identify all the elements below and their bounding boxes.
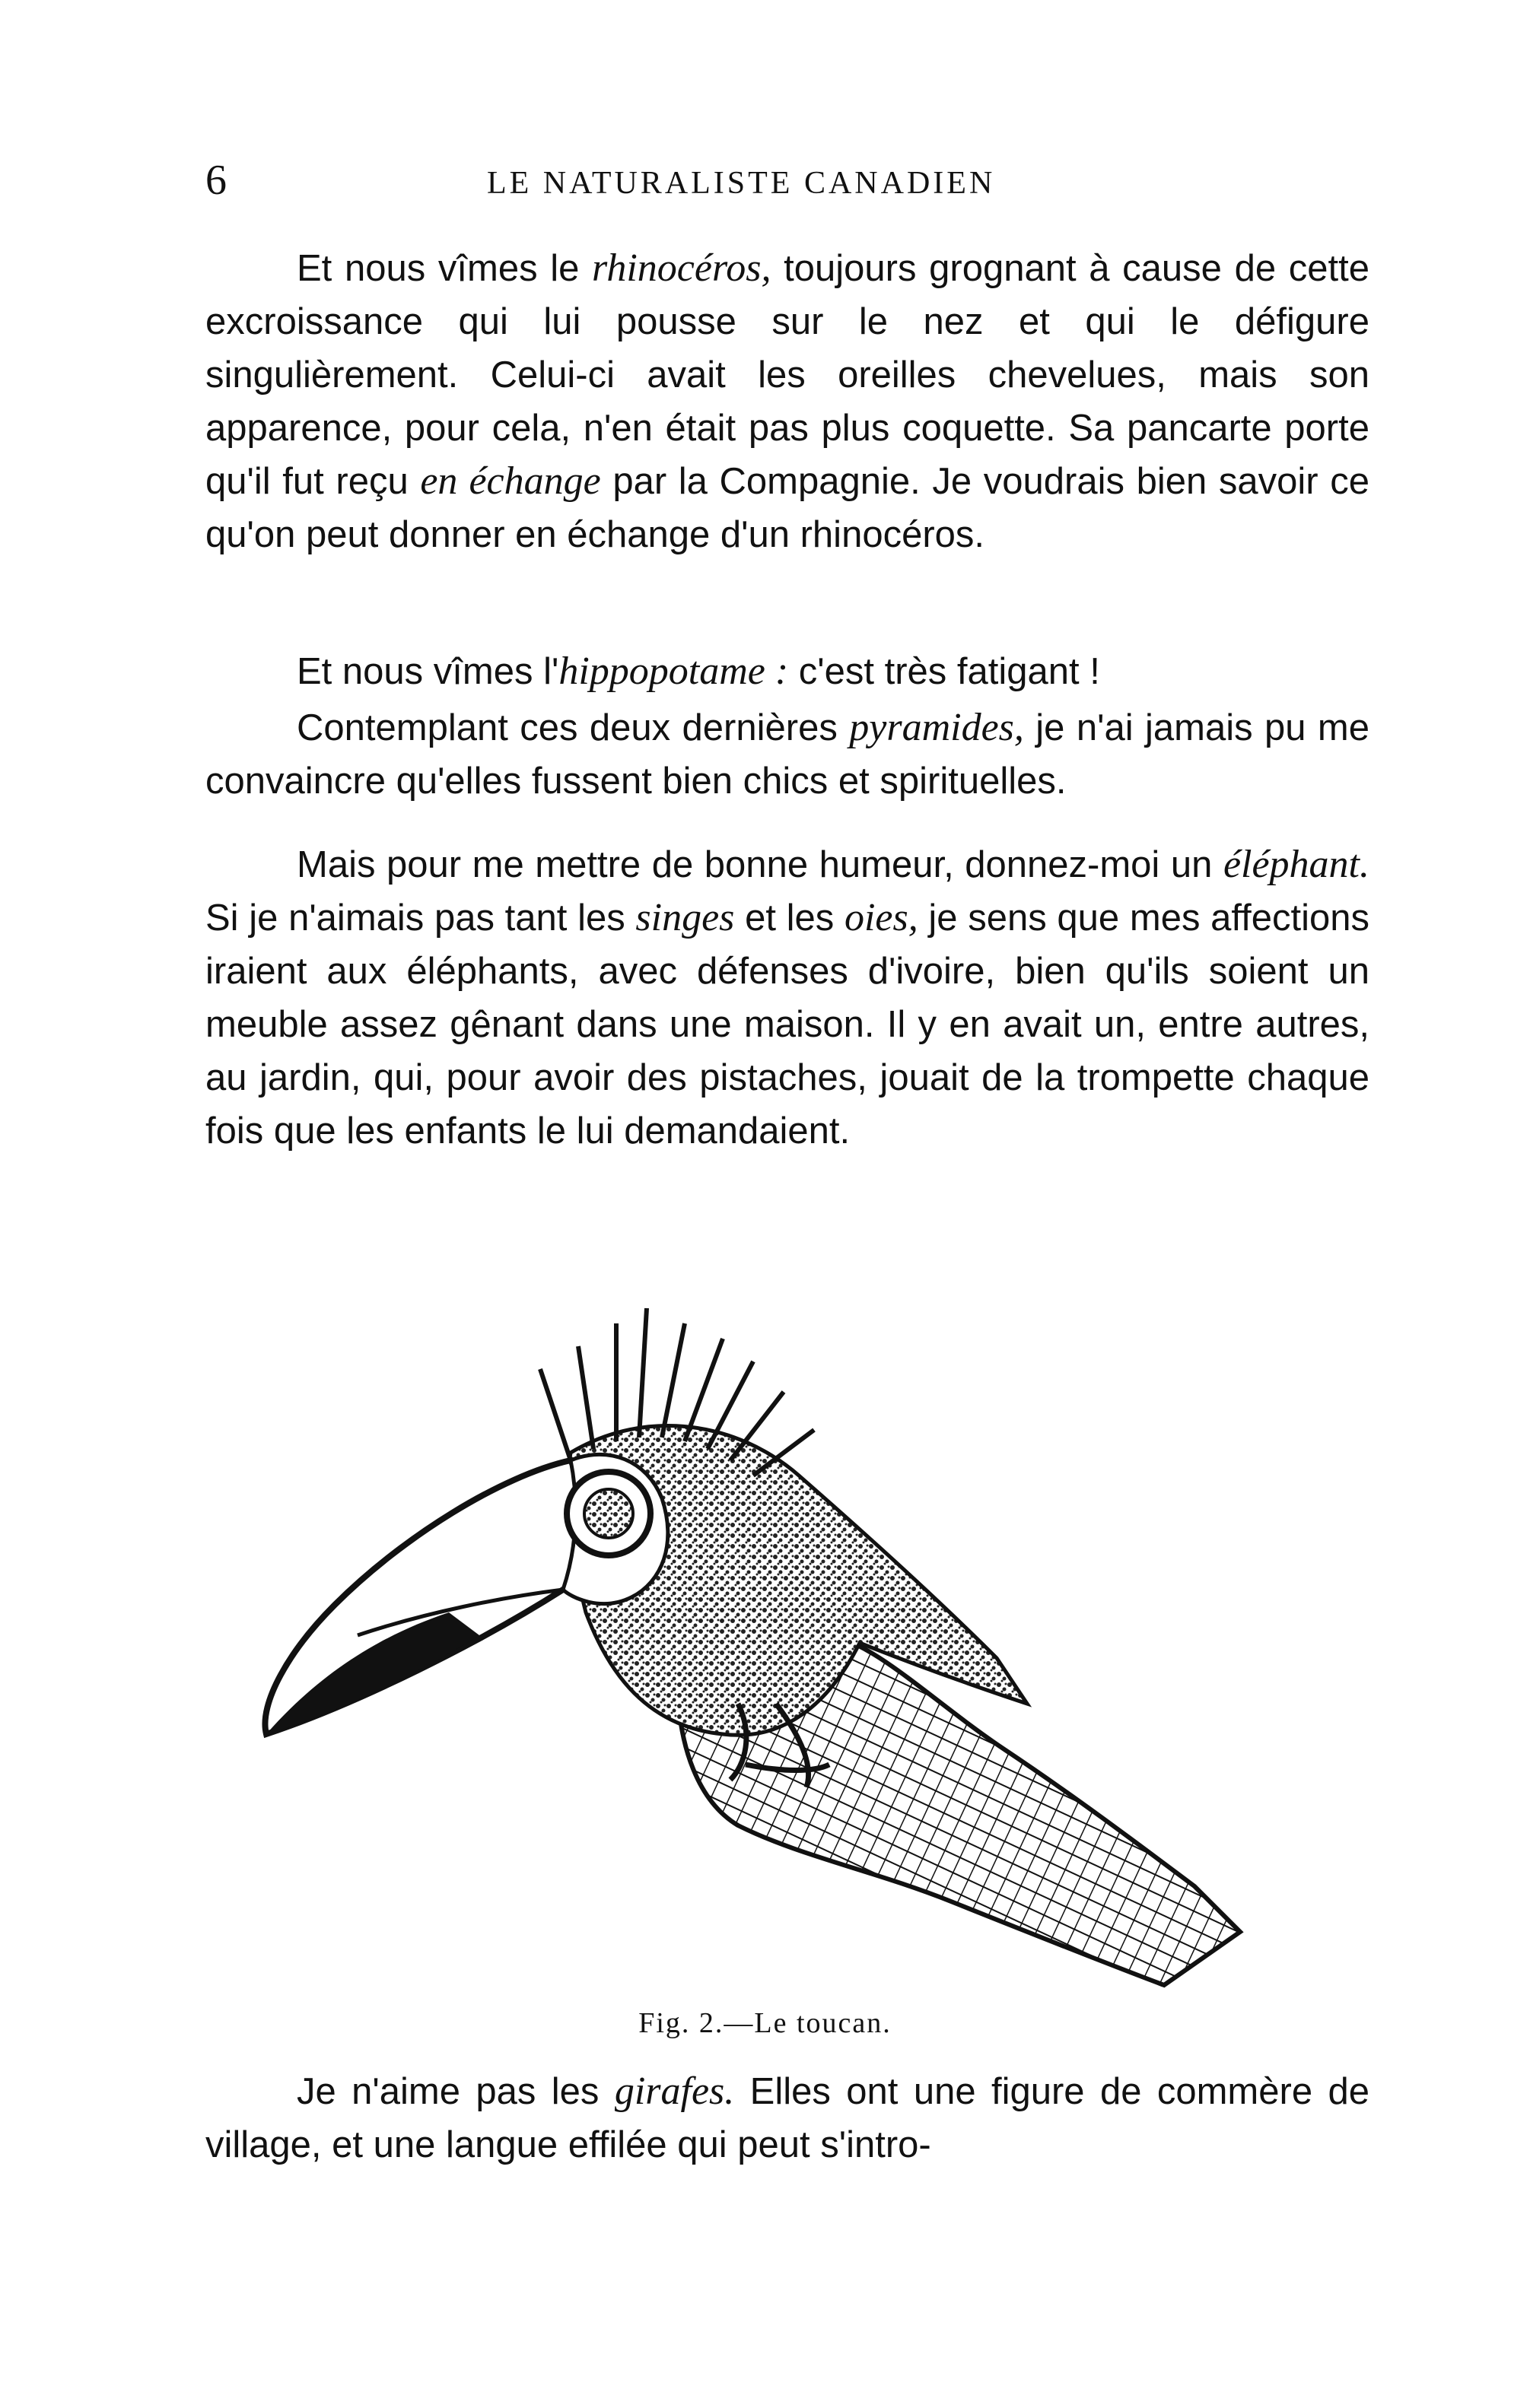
text-block-top	[205, 242, 1369, 561]
toucan-illustration-icon	[251, 1278, 1331, 2008]
paragraph-girafes: Je n'aime pas les girafes. Elles ont une figure de commère de village, et une langue effilée qui peut s'intro-	[205, 2070, 1369, 2165]
running-title: LE NATURALISTE CANADIEN	[487, 166, 996, 201]
paragraph-rhinoceros: Et nous vîmes le rhinocéros, toujours grognant à cause de cette excroissance qui lui pousse sur le nez et qui le défigure singulièrement. Celui-ci avait les oreilles chevelues, mais son apparence, pour cela, n'en était pas plus coquette. Sa pancarte porte qu'il fut reçu en échange par la Compagnie. Je voudrais bien savoir ce qu'on peut donner en échange d'un rhinocéros.	[205, 246, 1370, 555]
paragraph-hippopotame: Et nous vîmes l'hippopotame : c'est très fatigant !	[297, 650, 1100, 693]
page-number: 6	[205, 157, 227, 204]
paragraph-pyramides: Contemplant ces deux dernières pyramides, je n'ai jamais pu me convaincre qu'elles fussent bien chics et spirituelles.	[205, 706, 1369, 802]
text-block-bottom	[205, 2065, 1369, 2171]
text-block-middle	[205, 650, 1369, 1158]
page-header	[205, 156, 1369, 209]
figure-caption: Fig. 2.—Le toucan.	[638, 2007, 892, 2039]
toucan-figure	[251, 1278, 1331, 2008]
eye-pupil	[584, 1489, 633, 1538]
paragraph-elephant: Mais pour me mettre de bonne humeur, donnez-moi un éléphant. Si je n'aimais pas tant les singes et les oies, je sens que mes affections iraient aux éléphants, avec défenses d'ivoire, bien qu'ils soient un meuble assez gênant dans une maison. Il y en avait un, entre autres, au jardin, qui, pour avoir des pistaches, jouait de la trompette chaque fois que les enfants le lui demandaient.	[205, 843, 1369, 1152]
